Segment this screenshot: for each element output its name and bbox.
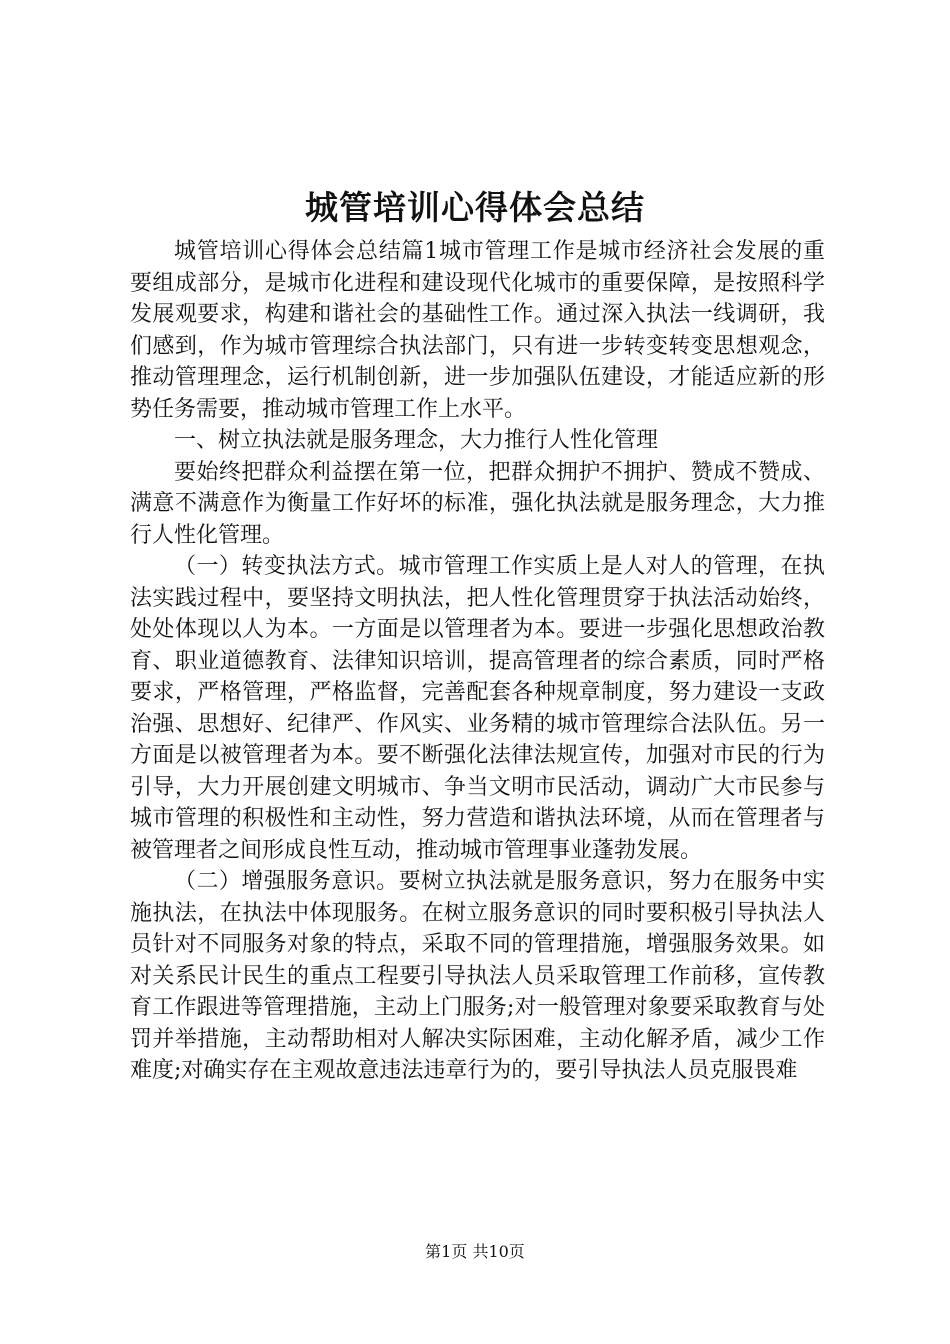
paragraph-intro: 城管培训心得体会总结篇1城市管理工作是城市经济社会发展的重要组成部分，是城市化进程和建设现代化城市的重要保障，是按照科学发展观要求，构建和谐社会的基础性工作。通过深入执法一线调研，我们感到，作为城市管理综合执法部门，只有进一步转变转变思想观念，推动管理理念，运行机制创新，进一步加强队伍建设，才能适应新的形势任务需要，推动城市管理工作上水平。 xyxy=(130,239,825,422)
page-footer: 第1页 共10页 xyxy=(425,1242,525,1261)
document-title: 城管培训心得体会总结 xyxy=(305,188,645,227)
section-heading-1: 一、树立执法就是服务理念，大力推行人性化管理 xyxy=(174,428,659,453)
document-body xyxy=(130,236,825,1087)
paragraph-section-1-intro: 要始终把群众利益摆在第一位，把群众拥护不拥护、赞成不赞成、满意不满意作为衡量工作好坏的标准，强化执法就是服务理念，大力推行人性化管理。 xyxy=(130,459,825,548)
paragraph-subsection-1: （一）转变执法方式。城市管理工作实质上是人对人的管理，在执法实践过程中，要坚持文明执法，把人性化管理贯穿于执法活动始终，处处体现以人为本。一方面是以管理者为本。要进一步强化思想政治教育、职业道德教育、法律知识培训，提高管理者的综合素质，同时严格要求，严格管理，严格监督，完善配套各种规章制度，努力建设一支政治强、思想好、纪律严、作风实、业务精的城市管理综合法队伍。另一方面是以被管理者为本。要不断强化法律法规宣传，加强对市民的行为引导，大力开展创建文明城市、争当文明市民活动，调动广大市民参与城市管理的积极性和主动性，努力营造和谐执法环境，从而在管理者与被管理者之间形成良性互动，推动城市管理事业蓬勃发展。 xyxy=(130,554,825,863)
paragraph-subsection-2: （二）增强服务意识。要树立执法就是服务意识，努力在服务中实施执法，在执法中体现服务。在树立服务意识的同时要积极引导执法人员针对不同服务对象的特点，采取不同的管理措施，增强服务效果。如对关系民计民生的重点工程要引导执法人员采取管理工作前移，宣传教育工作跟进等管理措施，主动上门服务;对一般管理对象要采取教育与处罚并举措施，主动帮助相对人解决实际困难，主动化解矛盾，减少工作难度;对确实存在主观故意违法违章行为的，要引导执法人员克服畏难 xyxy=(130,869,825,1083)
